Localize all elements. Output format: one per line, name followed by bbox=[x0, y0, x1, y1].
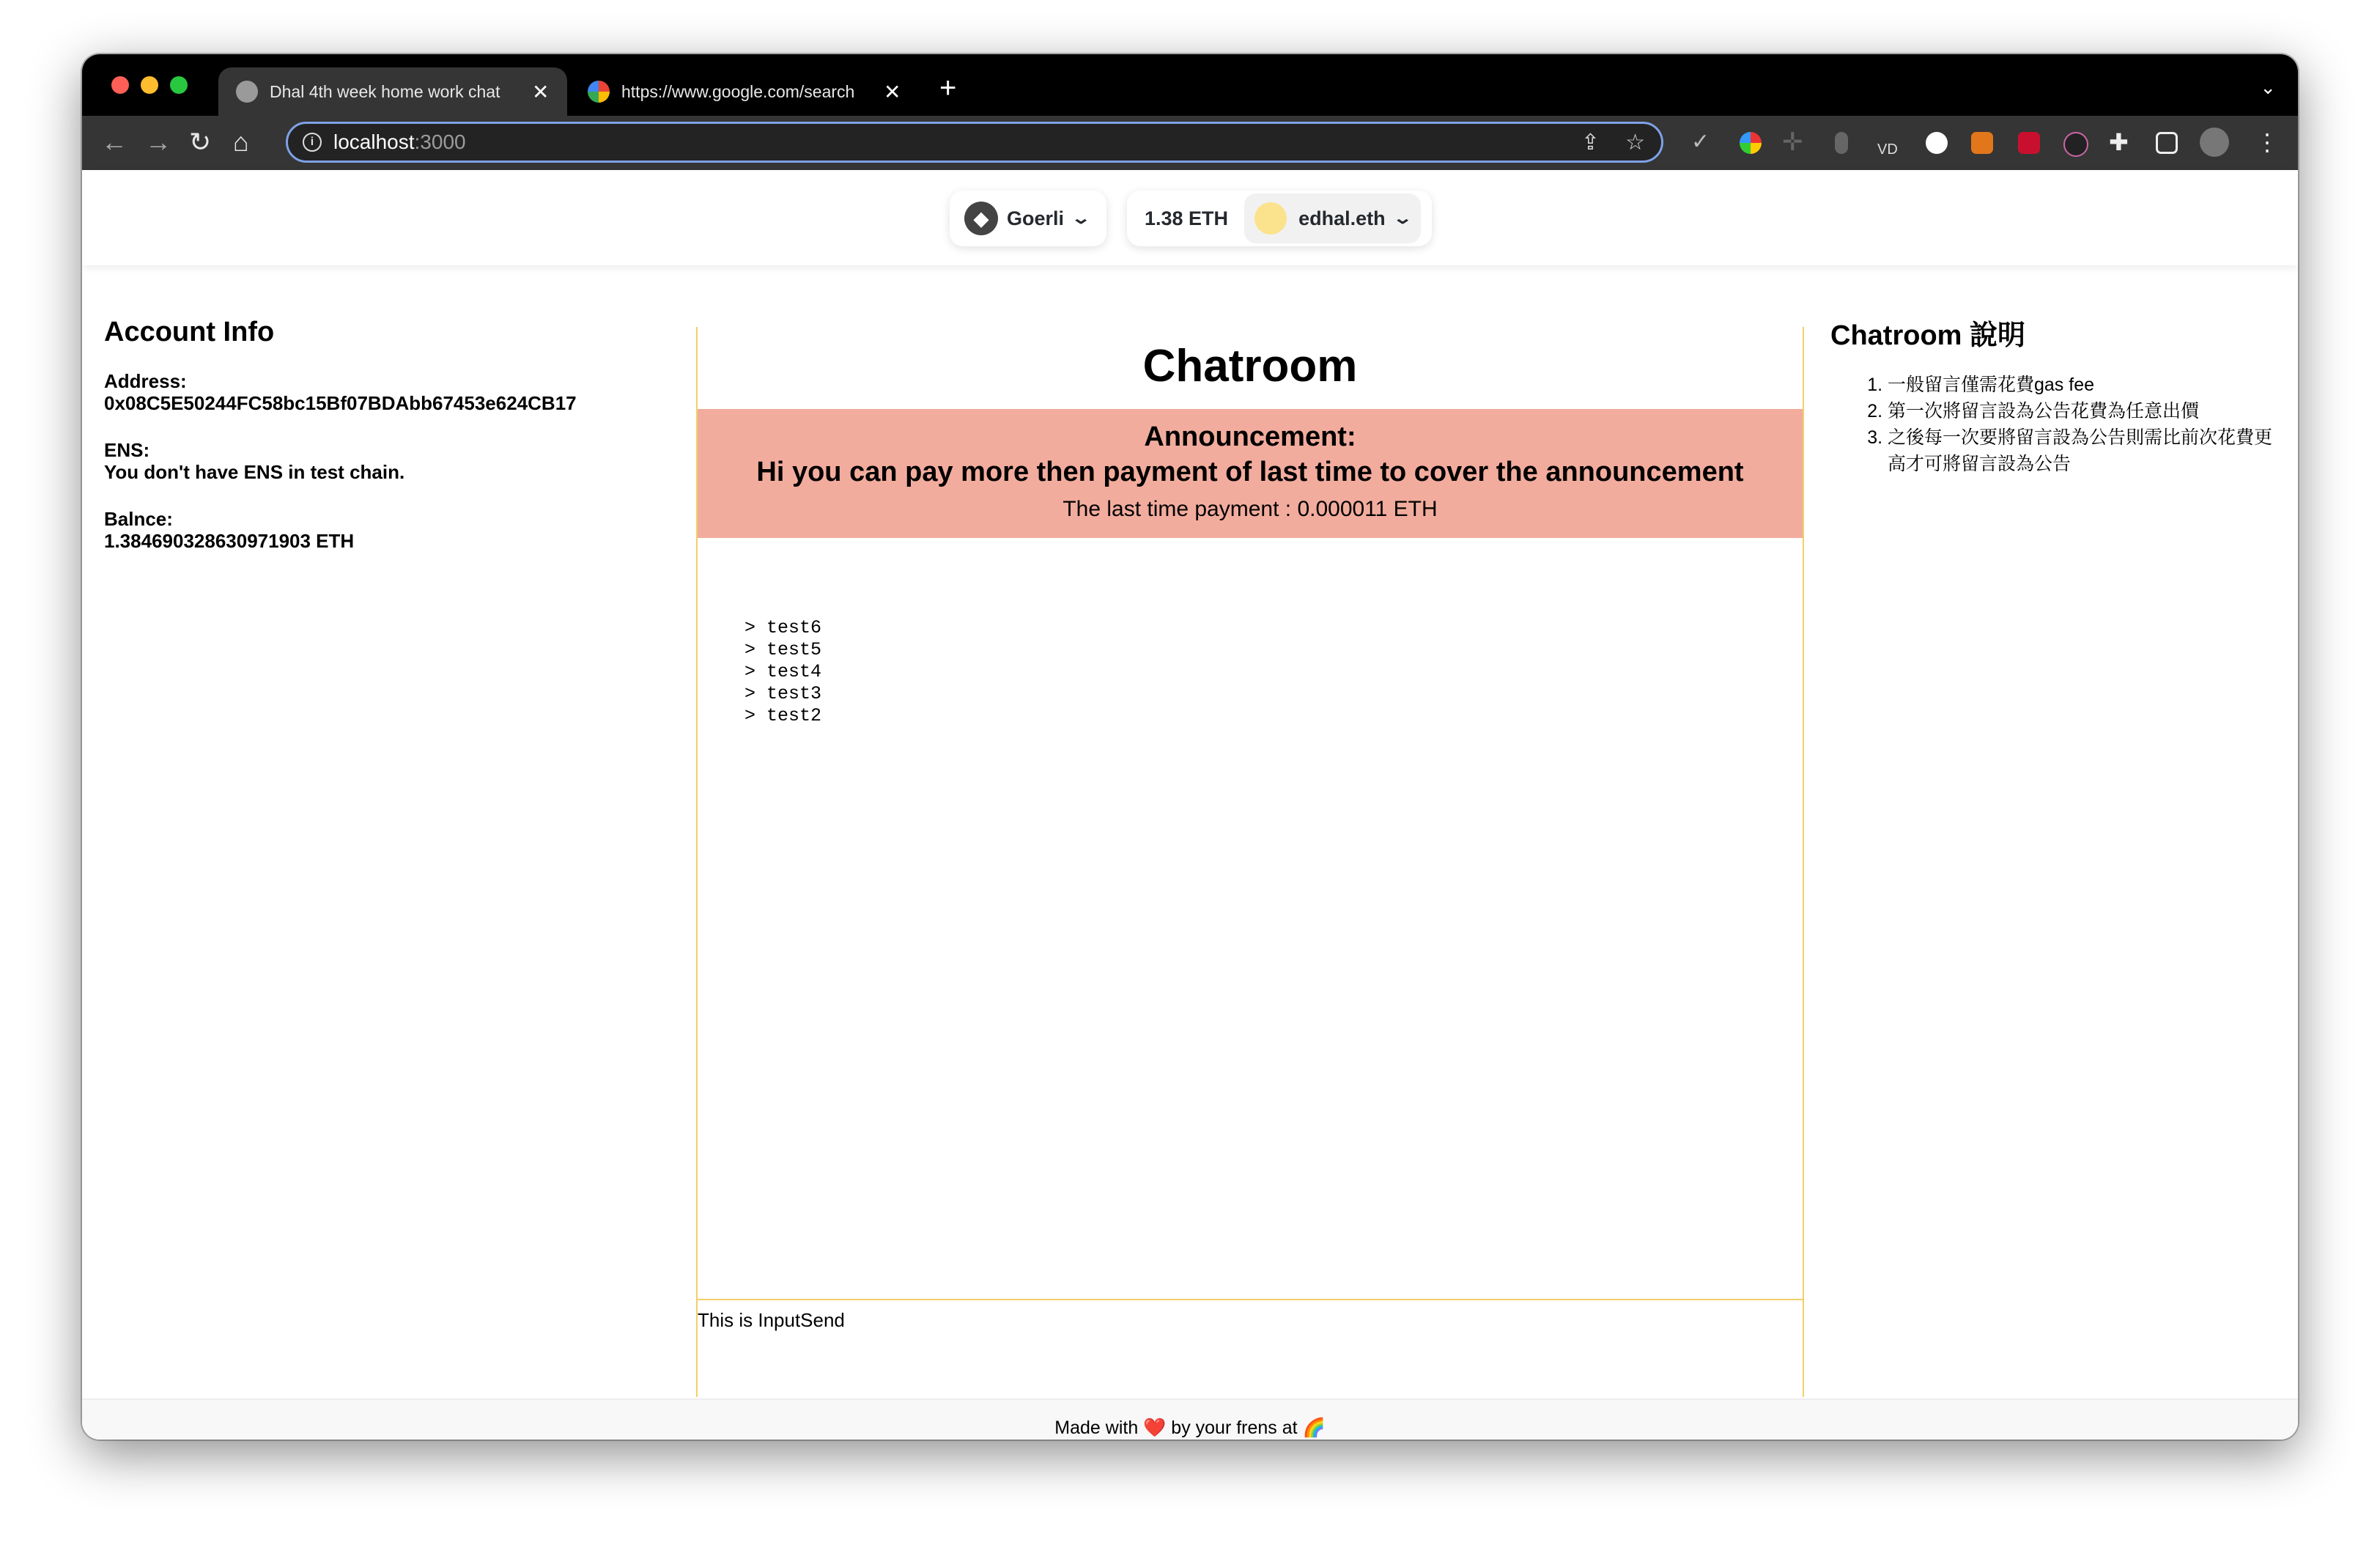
account-info-title: Account Info bbox=[104, 317, 275, 347]
minimize-window-button[interactable] bbox=[141, 76, 158, 94]
close-tab-icon[interactable]: ✕ bbox=[532, 80, 550, 103]
metamask-icon[interactable] bbox=[1971, 132, 1993, 154]
address-label: Address: bbox=[104, 370, 187, 392]
vd-extension-icon[interactable]: VD bbox=[1877, 141, 1898, 158]
network-name: Goerli bbox=[1007, 207, 1065, 229]
address-value: 0x08C5E50244FC58bc15Bf07BDAbb67453e624CB17 bbox=[104, 392, 577, 414]
forward-icon[interactable]: → bbox=[145, 127, 171, 157]
address-bar[interactable] bbox=[286, 122, 1663, 163]
heart-icon: ❤️ bbox=[1143, 1418, 1167, 1438]
last-payment: The last time payment : 0.000011 ETH bbox=[1062, 497, 1438, 521]
chatroom-panel bbox=[696, 327, 1804, 1397]
instruction-item: 3. 之後每一次要將留言設為公告則需比前次花費更高才可將留言設為公告 bbox=[1888, 424, 2285, 477]
extension-icon[interactable] bbox=[2063, 132, 2088, 157]
extension-icon[interactable] bbox=[1835, 132, 1848, 154]
footer-text: by your frens at bbox=[1171, 1418, 1298, 1438]
home-icon[interactable]: ⌂ bbox=[233, 127, 249, 157]
ruler-extension-icon[interactable]: ✛ bbox=[1782, 128, 1803, 156]
announcement-title: Announcement: bbox=[1144, 421, 1356, 452]
message-list bbox=[744, 617, 821, 727]
message-item: > test5 bbox=[744, 639, 822, 660]
browser-window bbox=[82, 54, 2298, 1440]
account-name: edhal.eth bbox=[1298, 207, 1386, 229]
network-selector[interactable] bbox=[950, 191, 1106, 246]
site-info-icon[interactable]: i bbox=[303, 133, 322, 152]
extension-icon[interactable] bbox=[2018, 132, 2040, 154]
tab-strip bbox=[82, 54, 2298, 116]
ens-label: ENS: bbox=[104, 439, 150, 461]
back-icon[interactable]: ← bbox=[101, 127, 128, 157]
announcement-banner bbox=[698, 409, 1803, 538]
message-item: > test2 bbox=[744, 705, 822, 726]
check-extension-icon[interactable]: ✓ bbox=[1691, 130, 1710, 154]
footer-text: Made with bbox=[1054, 1418, 1139, 1438]
url-host: localhost bbox=[333, 130, 415, 153]
google-icon bbox=[588, 81, 610, 103]
chevron-down-icon: ⌄ bbox=[1071, 209, 1092, 227]
bookmark-star-icon[interactable]: ☆ bbox=[1625, 130, 1645, 155]
input-send[interactable]: This is InputSend bbox=[698, 1309, 845, 1331]
circle-extension-icon[interactable] bbox=[1926, 132, 1948, 154]
message-item: > test4 bbox=[744, 661, 822, 682]
browser-toolbar bbox=[82, 116, 2298, 170]
balance-label: Balnce: bbox=[104, 508, 173, 530]
extensions-puzzle-icon[interactable]: ✚ bbox=[2109, 129, 2129, 155]
tab-title: https://www.google.com/search bbox=[621, 81, 855, 101]
chatroom-title: Chatroom bbox=[1142, 341, 1358, 391]
announcement-text: Hi you can pay more then payment of last time to cover the announcement bbox=[756, 457, 1744, 487]
account-avatar bbox=[1254, 202, 1287, 235]
url-port: :3000 bbox=[414, 130, 466, 153]
tab-chatroom[interactable] bbox=[218, 67, 567, 116]
footer bbox=[82, 1398, 2298, 1440]
rainbow-icon: 🌈 bbox=[1302, 1418, 1326, 1438]
instruction-item: 2. 第一次將留言設為公告花費為任意出價 bbox=[1888, 398, 2285, 424]
profile-avatar[interactable] bbox=[2200, 128, 2229, 157]
ethereum-icon: ◆ bbox=[964, 202, 998, 235]
new-tab-button[interactable]: + bbox=[939, 72, 957, 104]
share-icon[interactable]: ⇪ bbox=[1581, 130, 1600, 155]
tab-title: Dhal 4th week home work chat bbox=[270, 81, 500, 101]
zoom-window-button[interactable] bbox=[170, 76, 188, 94]
close-tab-icon[interactable]: ✕ bbox=[884, 80, 901, 103]
input-divider bbox=[698, 1299, 1803, 1300]
message-item: > test6 bbox=[744, 617, 822, 638]
color-extension-icon[interactable] bbox=[1740, 132, 1762, 154]
account-info-panel bbox=[104, 317, 676, 552]
page-content bbox=[82, 170, 2298, 1440]
instructions-list bbox=[1830, 372, 2285, 477]
instructions-panel bbox=[1830, 312, 2285, 477]
account-button[interactable] bbox=[1127, 191, 1432, 246]
close-window-button[interactable] bbox=[111, 76, 129, 94]
account-chip bbox=[1244, 194, 1421, 243]
ens-value: You don't have ENS in test chain. bbox=[104, 461, 405, 483]
reload-icon[interactable]: ↻ bbox=[189, 127, 212, 157]
tab-search-chevron-icon[interactable]: ⌄ bbox=[2260, 76, 2276, 98]
tab-google[interactable] bbox=[570, 67, 919, 116]
message-item: > test3 bbox=[744, 683, 822, 704]
balance-value: 1.384690328630971903 ETH bbox=[104, 530, 355, 552]
instructions-title: Chatroom 說明 bbox=[1830, 320, 2026, 351]
chevron-down-icon: ⌄ bbox=[1392, 209, 1413, 227]
menu-kebab-icon[interactable]: ⋮ bbox=[2255, 129, 2279, 155]
globe-icon bbox=[236, 81, 258, 103]
side-panel-icon[interactable] bbox=[2156, 132, 2178, 154]
header-balance: 1.38 ETH bbox=[1145, 207, 1229, 229]
instruction-item: 1. 一般留言僅需花費gas fee bbox=[1888, 372, 2285, 398]
wallet-header bbox=[82, 170, 2298, 265]
